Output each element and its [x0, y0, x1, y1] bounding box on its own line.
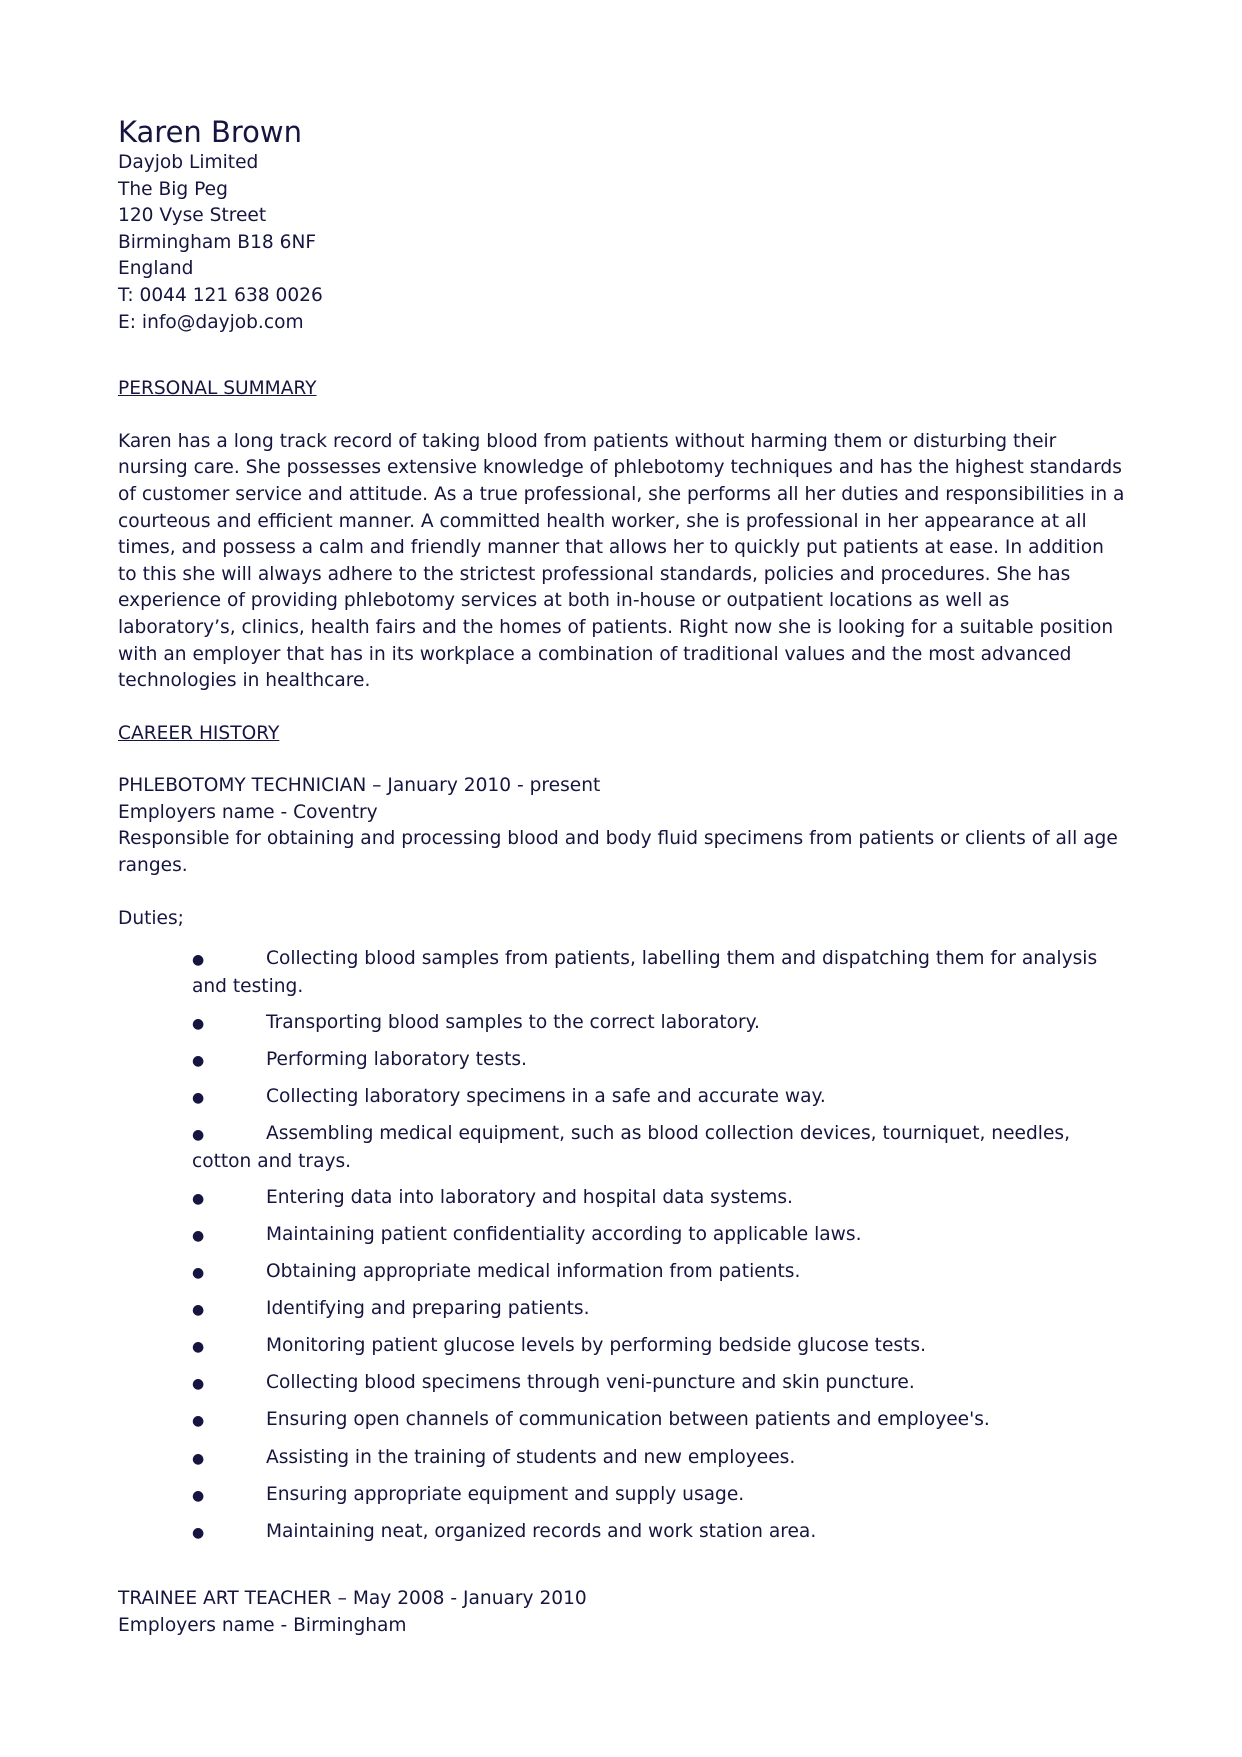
- list-item: [192, 1047, 1128, 1075]
- personal-summary-text: Karen has a long track record of taking blood from patients without harming them or disturbing their nursing care. She possesses extensive knowledge of phlebotomy techniques and has the highest standards of customer service and attitude. As a true professional, she performs all her duties and responsibilities in a courteous and efficient manner. A committed health worker, she is professional in her appearance at all times, and possess a calm and friendly manner that allows her to quickly put patients at ease. In addition to this she will always adhere to the strictest professional standards, policies and procedures. She has experience of providing phlebotomy services at both in-house or outpatient locations as well as laboratory’s, clinics, health fairs and the homes of patients. Right now she is looking for a suitable position with an employer that has in its workplace a combination of traditional values and the most advanced technologies in healthcare.: [118, 430, 1125, 692]
- list-item: [192, 1482, 1128, 1510]
- duty-text: Assisting in the training of students and new employees.: [266, 1446, 796, 1468]
- bullet-icon: ●: [192, 1015, 205, 1032]
- contact-street: 120 Vyse Street: [118, 205, 267, 227]
- bullet-icon: ●: [192, 1127, 205, 1144]
- bullet-icon: ●: [192, 1190, 205, 1207]
- duty-text: Maintaining neat, organized records and work station area.: [266, 1520, 817, 1542]
- duties-label: Duties;: [118, 907, 184, 929]
- list-item: [192, 1222, 1128, 1250]
- bullet-icon: ●: [192, 1265, 205, 1282]
- job-title: TRAINEE ART TEACHER – May 2008 - January 2010: [118, 1588, 587, 1610]
- contact-country: England: [118, 258, 194, 280]
- duty-text: Transporting blood samples to the correct laboratory.: [266, 1011, 760, 1033]
- duty-text: Ensuring appropriate equipment and supply usage.: [266, 1483, 745, 1505]
- job-employer: Employers name - Coventry: [118, 801, 378, 823]
- contact-phone: T: 0044 121 638 0026: [118, 284, 323, 306]
- job-title: PHLEBOTOMY TECHNICIAN – January 2010 - present: [118, 775, 601, 797]
- bullet-icon: ●: [192, 1450, 205, 1467]
- bullet-icon: ●: [192, 1376, 205, 1393]
- cv-page: [118, 114, 1128, 1640]
- bullet-icon: ●: [192, 1053, 205, 1070]
- job-description: Responsible for obtaining and processing blood and body fluid specimens from patients or clients of all age ranges.: [118, 828, 1118, 877]
- duties-list: [118, 946, 1128, 1546]
- career-history-heading: CAREER HISTORY: [118, 722, 280, 744]
- duty-text: Performing laboratory tests.: [266, 1049, 527, 1071]
- duty-text: Maintaining patient confidentiality according to applicable laws.: [266, 1224, 862, 1245]
- list-item: [192, 1259, 1128, 1287]
- list-item: [192, 1333, 1128, 1361]
- duty-text: Entering data into laboratory and hospital data systems.: [266, 1186, 793, 1208]
- bullet-icon: ●: [192, 952, 205, 969]
- list-item: [192, 1185, 1128, 1213]
- job-entry: [118, 773, 1128, 1546]
- list-item: [192, 1010, 1128, 1038]
- duty-text: Monitoring patient glucose levels by performing bedside glucose tests.: [266, 1335, 926, 1357]
- bullet-icon: ●: [192, 1090, 205, 1107]
- candidate-name: Karen Brown: [118, 115, 303, 149]
- list-item: [192, 1370, 1128, 1398]
- job-employer: Employers name - Birmingham: [118, 1614, 407, 1636]
- duty-text: Assembling medical equipment, such as blood collection devices, tourniquet, needles, cotton and trays.: [192, 1123, 1070, 1172]
- list-item: [192, 1407, 1128, 1435]
- list-item: [192, 946, 1128, 1000]
- bullet-icon: ●: [192, 1487, 205, 1504]
- duty-text: Collecting blood samples from patients, labelling them and dispatching them for analysis and testing.: [192, 948, 1098, 997]
- job-entry: [118, 1586, 1128, 1639]
- contact-company: Dayjob Limited: [118, 152, 259, 173]
- bullet-icon: ●: [192, 1339, 205, 1356]
- duty-text: Identifying and preparing patients.: [266, 1298, 590, 1320]
- bullet-icon: ●: [192, 1524, 205, 1541]
- list-item: [192, 1084, 1128, 1112]
- bullet-icon: ●: [192, 1302, 205, 1319]
- list-item: [192, 1445, 1128, 1473]
- list-item: [192, 1121, 1128, 1175]
- contact-building: The Big Peg: [118, 178, 228, 200]
- duty-text: Obtaining appropriate medical information from patients.: [266, 1261, 801, 1283]
- contact-email: E: info@dayjob.com: [118, 311, 304, 333]
- duty-text: Collecting laboratory specimens in a safe and accurate way.: [266, 1086, 826, 1108]
- duty-text: Ensuring open channels of communication between patients and employee's.: [266, 1409, 990, 1431]
- contact-block: [118, 150, 1128, 336]
- duty-text: Collecting blood specimens through veni-puncture and skin puncture.: [266, 1372, 915, 1394]
- bullet-icon: ●: [192, 1228, 205, 1244]
- contact-city-postcode: Birmingham B18 6NF: [118, 231, 317, 253]
- list-item: [192, 1296, 1128, 1324]
- personal-summary-heading: PERSONAL SUMMARY: [118, 378, 317, 400]
- bullet-icon: ●: [192, 1413, 205, 1430]
- list-item: [192, 1519, 1128, 1547]
